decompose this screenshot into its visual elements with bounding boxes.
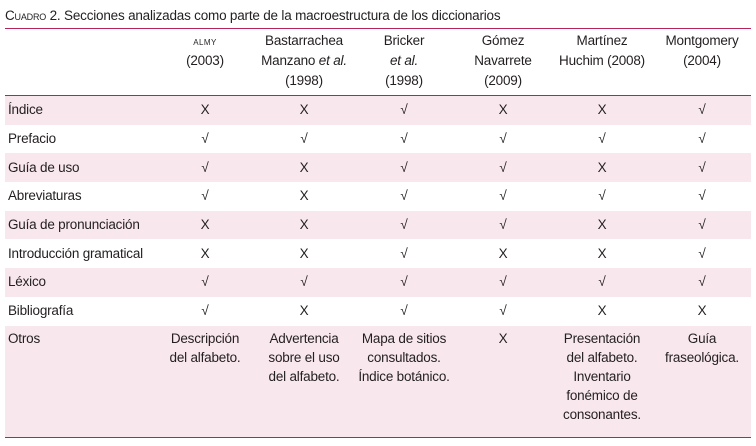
table-cell: X [255,153,353,182]
header-martinez [551,29,653,96]
otros-line: Guía [687,330,717,346]
table-cell: X [498,245,508,261]
otros-line: Presentación [563,330,641,346]
header-almy-name: almy [193,34,217,48]
table-row [5,239,751,268]
table-cell: X [255,211,353,240]
table-row [5,211,751,240]
table-row [5,153,751,182]
table-cell: X [155,211,255,240]
header-bastarrachea [255,29,353,96]
table-row-otros [5,326,751,438]
row-label: Léxico [5,268,155,297]
header-gomez-year: (2009) [484,73,522,88]
otros-cell-montgomery [653,326,751,438]
otros-cell-martinez [551,326,653,438]
table-row [5,96,751,125]
row-label: Índice [5,96,155,125]
table-cell: √ [400,303,408,319]
table-cell: √ [455,268,551,297]
otros-line: del alfabeto. [566,349,638,365]
table-cell: √ [499,131,507,147]
row-label: Abreviaturas [8,188,82,204]
header-montgomery-year: (2004) [683,53,721,68]
table-cell: √ [598,188,606,204]
otros-cell-bastarrachea [255,326,353,438]
otros-cell-gomez [455,326,551,438]
otros-line: del alfabeto. [169,349,241,365]
table-cell: √ [499,303,507,319]
otros-line: Mapa de sitios [361,330,447,346]
header-almy-year: (2003) [186,53,224,68]
header-empty-cell [5,29,155,96]
otros-cell-almy [155,326,255,438]
table-row [5,297,751,326]
otros-line: sobre el uso [268,349,340,365]
table-cell: X [697,303,707,319]
header-martinez-name: Martínez [576,33,628,48]
table-cell: √ [499,188,507,204]
table-cell: X [597,245,607,261]
table-cell: √ [551,268,653,297]
header-martinez-name2: Huchim (2008) [559,53,645,68]
table-cell: √ [653,268,751,297]
caption-text: Secciones analizadas como parte de la macroestructura de los diccionarios [64,8,501,23]
table-cell: √ [353,211,455,240]
table-caption [5,6,751,28]
table-cell: √ [353,153,455,182]
table-cell: X [299,245,309,261]
row-label: Bibliografía [8,303,74,319]
otros-line: del alfabeto. [268,368,340,384]
table-cell: √ [400,131,408,147]
table-row [5,268,751,297]
row-label: Guía de uso [5,153,155,182]
table-cell: √ [353,96,455,125]
header-montgomery [653,29,751,96]
table-cell: X [551,96,653,125]
dictionary-sections-table [5,28,751,438]
header-bastarrachea-year: (1998) [285,73,323,88]
row-label: Guía de pronunciación [5,211,155,240]
table-cell: X [551,153,653,182]
header-bastarrachea-etal: et al. [318,53,347,68]
header-gomez-name: Gómez [481,33,525,48]
caption-label: Cuadro 2. [5,8,61,23]
table-cell: √ [201,188,209,204]
table-cell: √ [300,131,308,147]
table-cell: √ [698,245,706,261]
table-cell: √ [455,211,551,240]
table-row [5,182,751,211]
table-cell: X [155,96,255,125]
otros-line: X [498,330,508,346]
header-bastarrachea-name: Bastarrachea [265,33,343,48]
header-bricker-etal: et al. [389,53,419,68]
table-cell: √ [653,96,751,125]
otros-line: consonantes. [563,406,641,422]
row-label: Prefacio [8,131,56,147]
header-bricker [353,29,455,96]
table-cell: √ [255,268,353,297]
table-cell: √ [455,153,551,182]
table-body [5,96,751,438]
table-cell: √ [201,303,209,319]
table-cell: X [299,303,309,319]
table-cell: X [455,96,551,125]
header-row [5,29,751,96]
table-cell: √ [155,268,255,297]
table-cell: X [200,245,210,261]
header-bricker-year: (1998) [385,73,423,88]
table-cell: √ [653,153,751,182]
table-cell: √ [201,131,209,147]
header-almy [155,29,255,96]
header-bastarrachea-name2: Manzano [261,53,319,68]
table-cell: X [597,303,607,319]
row-label: Otros [5,326,155,438]
table-cell: √ [698,188,706,204]
otros-line: fraseológica. [665,349,739,365]
otros-line: Advertencia [269,330,339,346]
otros-line: Inventario [573,368,631,384]
table-cell: √ [353,268,455,297]
header-bricker-name: Bricker [383,33,425,48]
table-cell: X [255,96,353,125]
table-row [5,125,751,154]
table-cell: X [299,188,309,204]
header-montgomery-name: Montgomery [665,33,739,48]
table-cell: √ [698,131,706,147]
header-gomez [455,29,551,96]
otros-line: fonémico de [566,387,638,403]
table-cell: √ [598,131,606,147]
table-cell: √ [155,153,255,182]
table-cell: √ [400,188,408,204]
row-label: Introducción gramatical [8,245,143,261]
table-cell: √ [653,211,751,240]
otros-line: consultados. [367,349,441,365]
otros-line: Índice botánico. [358,368,450,384]
header-gomez-name2: Navarrete [474,53,532,68]
table-cell: X [551,211,653,240]
table-cell: √ [400,245,408,261]
otros-cell-bricker [353,326,455,438]
otros-line: Descripción [170,330,240,346]
